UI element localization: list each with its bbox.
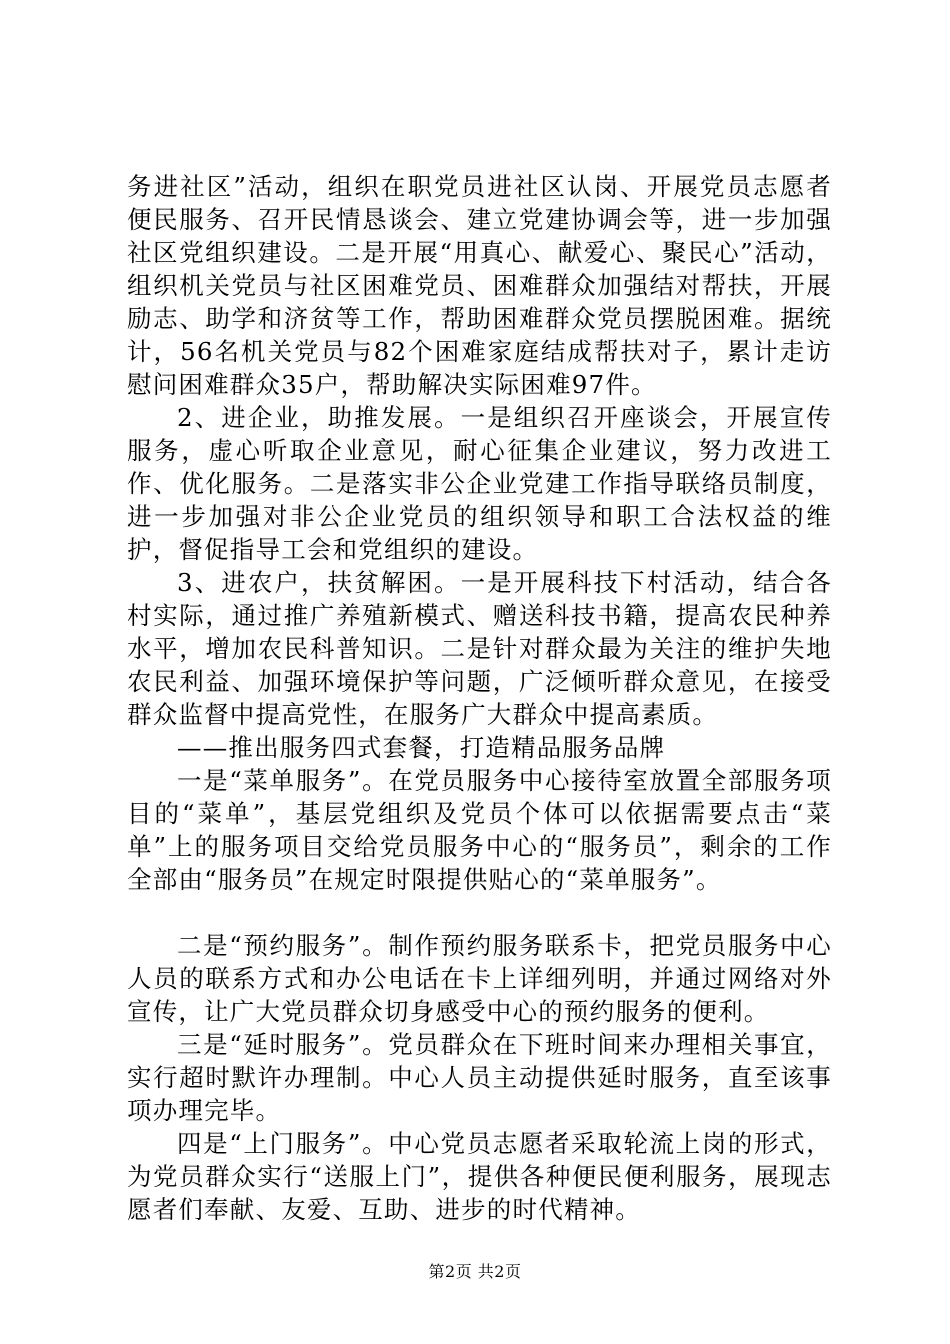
paragraph-community-continued: 务进社区”活动，组织在职党员进社区认岗、开展党员志愿者便民服务、召开民情恳谈会、建立党建协调会等，进一步加强社区党组织建设。二是开展“用真心、献爱心、聚民心”活动，组织机关党员与社区困难党员、困难群众加强结对帮扶，开展励志、助学和济贫等工作，帮助困难群众党员摆脱困难。据统计，56名机关党员与82个困难家庭结成帮扶对子，累计走访慰问困难群众35户，帮助解决实际困难97件。 bbox=[127, 172, 832, 399]
page-footer: 第2页 共2页 bbox=[428, 1262, 522, 1281]
paragraph-menu-service: 一是“菜单服务”。在党员服务中心接待室放置全部服务项目的“菜单”，基层党组织及党员个体可以依据需要点击“菜单”上的服务项目交给党员服务中心的“服务员”，剩余的工作全部由“服务员”在规定时限提供贴心的“菜单服务”。 bbox=[127, 766, 832, 894]
document-body bbox=[127, 170, 832, 1226]
paragraph-enterprise: 2、进企业，助推发展。一是组织召开座谈会，开展宣传服务，虚心听取企业意见，耐心征集企业建议，努力改进工作、优化服务。二是落实非公企业党建工作指导联络员制度，进一步加强对非公企业党员的组织领导和职工合法权益的维护，督促指导工会和党组织的建设。 bbox=[127, 403, 832, 564]
paragraph-appointment-service: 二是“预约服务”。制作预约服务联系卡，把党员服务中心人员的联系方式和办公电话在卡上详细列明，并通过网络对外宣传，让广大党员群众切身感受中心的预约服务的便利。 bbox=[127, 931, 832, 1026]
paragraph-extended-hours-service: 三是“延时服务”。党员群众在下班时间来办理相关事宜，实行超时默许办理制。中心人员主动提供延时服务，直至该事项办理完毕。 bbox=[127, 1030, 832, 1125]
section-heading-service-package: ——推出服务四式套餐，打造精品服务品牌 bbox=[177, 733, 666, 762]
paragraph-door-to-door-service: 四是“上门服务”。中心党员志愿者采取轮流上岗的形式，为党员群众实行“送服上门”，提供各种便民便利服务，展现志愿者们奉献、友爱、互助、进步的时代精神。 bbox=[127, 1129, 832, 1224]
paragraph-rural-households: 3、进农户，扶贫解困。一是开展科技下村活动，结合各村实际，通过推广养殖新模式、赠送科技书籍，提高农民种养水平，增加农民科普知识。二是针对群众最为关注的维护失地农民利益、加强环境保护等问题，广泛倾听群众意见，在接受群众监督中提高党性，在服务广大群众中提高素质。 bbox=[127, 568, 832, 729]
